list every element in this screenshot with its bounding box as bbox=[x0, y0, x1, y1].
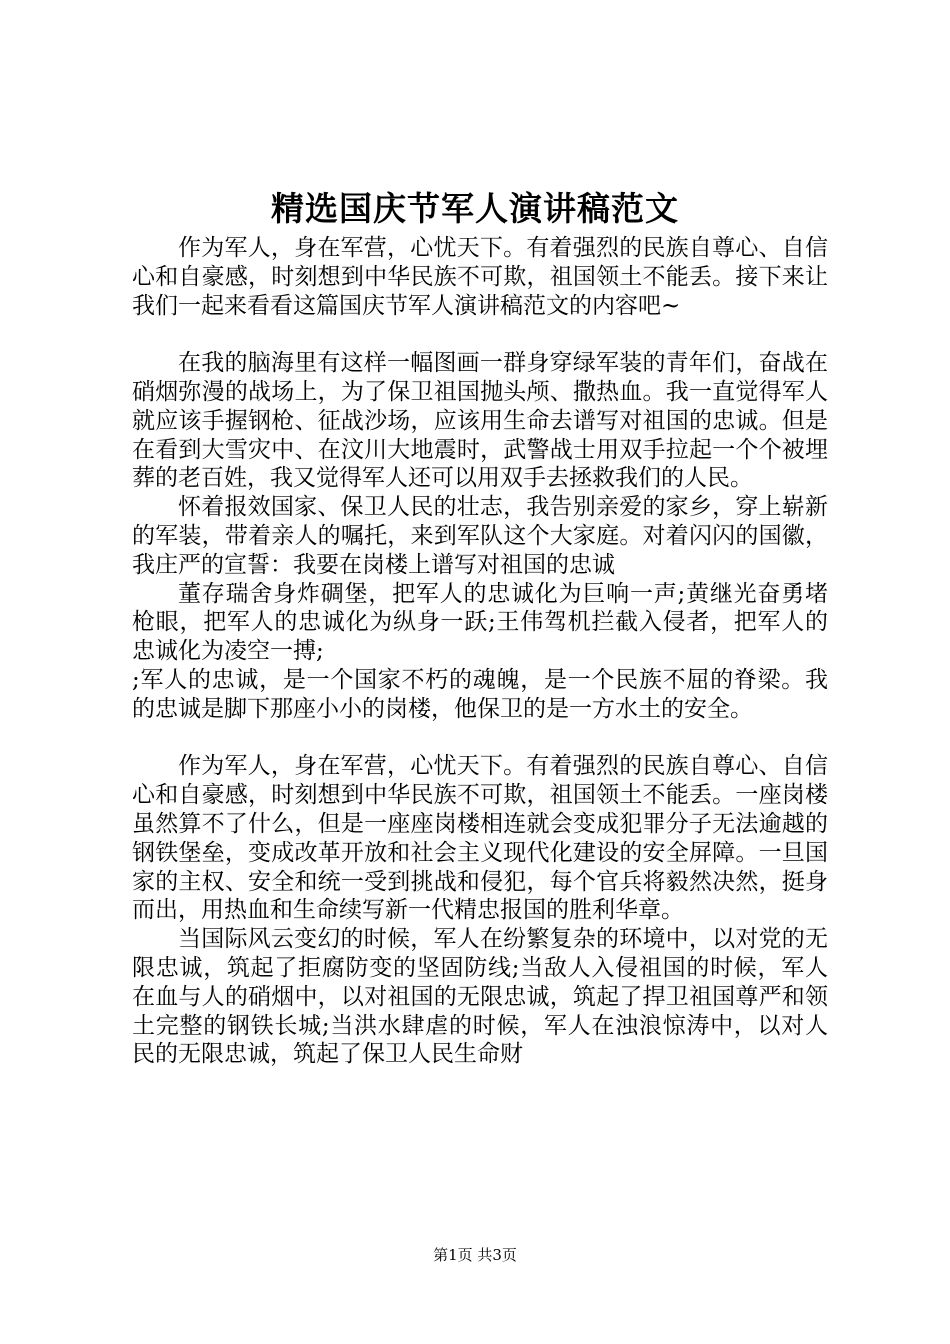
page-number-footer: 第1页 共3页 bbox=[433, 1246, 517, 1264]
document-body bbox=[132, 234, 828, 1069]
document-title: 精选国庆节军人演讲稿范文 bbox=[271, 189, 679, 228]
paragraph-image-of-soldiers: 在我的脑海里有这样一幅图画一群身穿绿军装的青年们，奋战在硝烟弥漫的战场上，为了保卫祖国抛头颅、撒热血。我一直觉得军人就应该手握钢枪、征战沙场，应该用生命去谱写对祖国的忠诚。但是在看到大雪灾中、在汶川大地震时，武警战士用双手拉起一个个被埋葬的老百姓，我又觉得军人还可以用双手去拯救我们的人民。 bbox=[132, 350, 828, 492]
paragraph-loyalty: ;军人的忠诚，是一个国家不朽的魂魄，是一个民族不屈的脊梁。我的忠诚是脚下那座小小的岗楼，他保卫的是一方水土的安全。 bbox=[132, 666, 828, 722]
paragraph-heroes: 董存瑞舍身炸碉堡，把军人的忠诚化为巨响一声;黄继光奋勇堵枪眼，把军人的忠诚化为纵身一跃;王伟驾机拦截入侵者，把军人的忠诚化为凌空一搏; bbox=[132, 580, 828, 665]
paragraph-intro: 作为军人，身在军营，心忧天下。有着强烈的民族自尊心、自信心和自豪感，时刻想到中华民族不可欺，祖国领土不能丢。接下来让我们一起来看看这篇国庆节军人演讲稿范文的内容吧~ bbox=[132, 235, 828, 319]
paragraph-spacer bbox=[132, 724, 828, 753]
paragraph-guard-post: 作为军人，身在军营，心忧天下。有着强烈的民族自尊心、自信心和自豪感，时刻想到中华民族不可欺，祖国领土不能丢。一座岗楼虽然算不了什么，但是一座座岗楼相连就会变成犯罪分子无法逾越的钢铁堡垒，变成改革开放和社会主义现代化建设的安全屏障。一旦国家的主权、安全和统一受到挑战和侵犯，每个官兵将毅然决然，挺身而出，用热血和生命续写新一代精忠报国的胜利华章。 bbox=[132, 753, 828, 924]
paragraph-spacer bbox=[132, 320, 828, 349]
paragraph-oath: 怀着报效国家、保卫人民的壮志，我告别亲爱的家乡，穿上崭新的军装，带着亲人的嘱托，来到军队这个大家庭。对着闪闪的国徽，我庄严的宣誓：我要在岗楼上谱写对祖国的忠诚 bbox=[132, 494, 828, 578]
paragraph-international: 当国际风云变幻的时候，军人在纷繁复杂的环境中，以对党的无限忠诚，筑起了拒腐防变的坚固防线;当敌人入侵祖国的时候，军人在血与人的硝烟中，以对祖国的无限忠诚，筑起了捍卫祖国尊严和领土完整的钢铁长城;当洪水肆虐的时候，军人在浊浪惊涛中，以对人民的无限忠诚，筑起了保卫人民生命财 bbox=[132, 926, 828, 1068]
